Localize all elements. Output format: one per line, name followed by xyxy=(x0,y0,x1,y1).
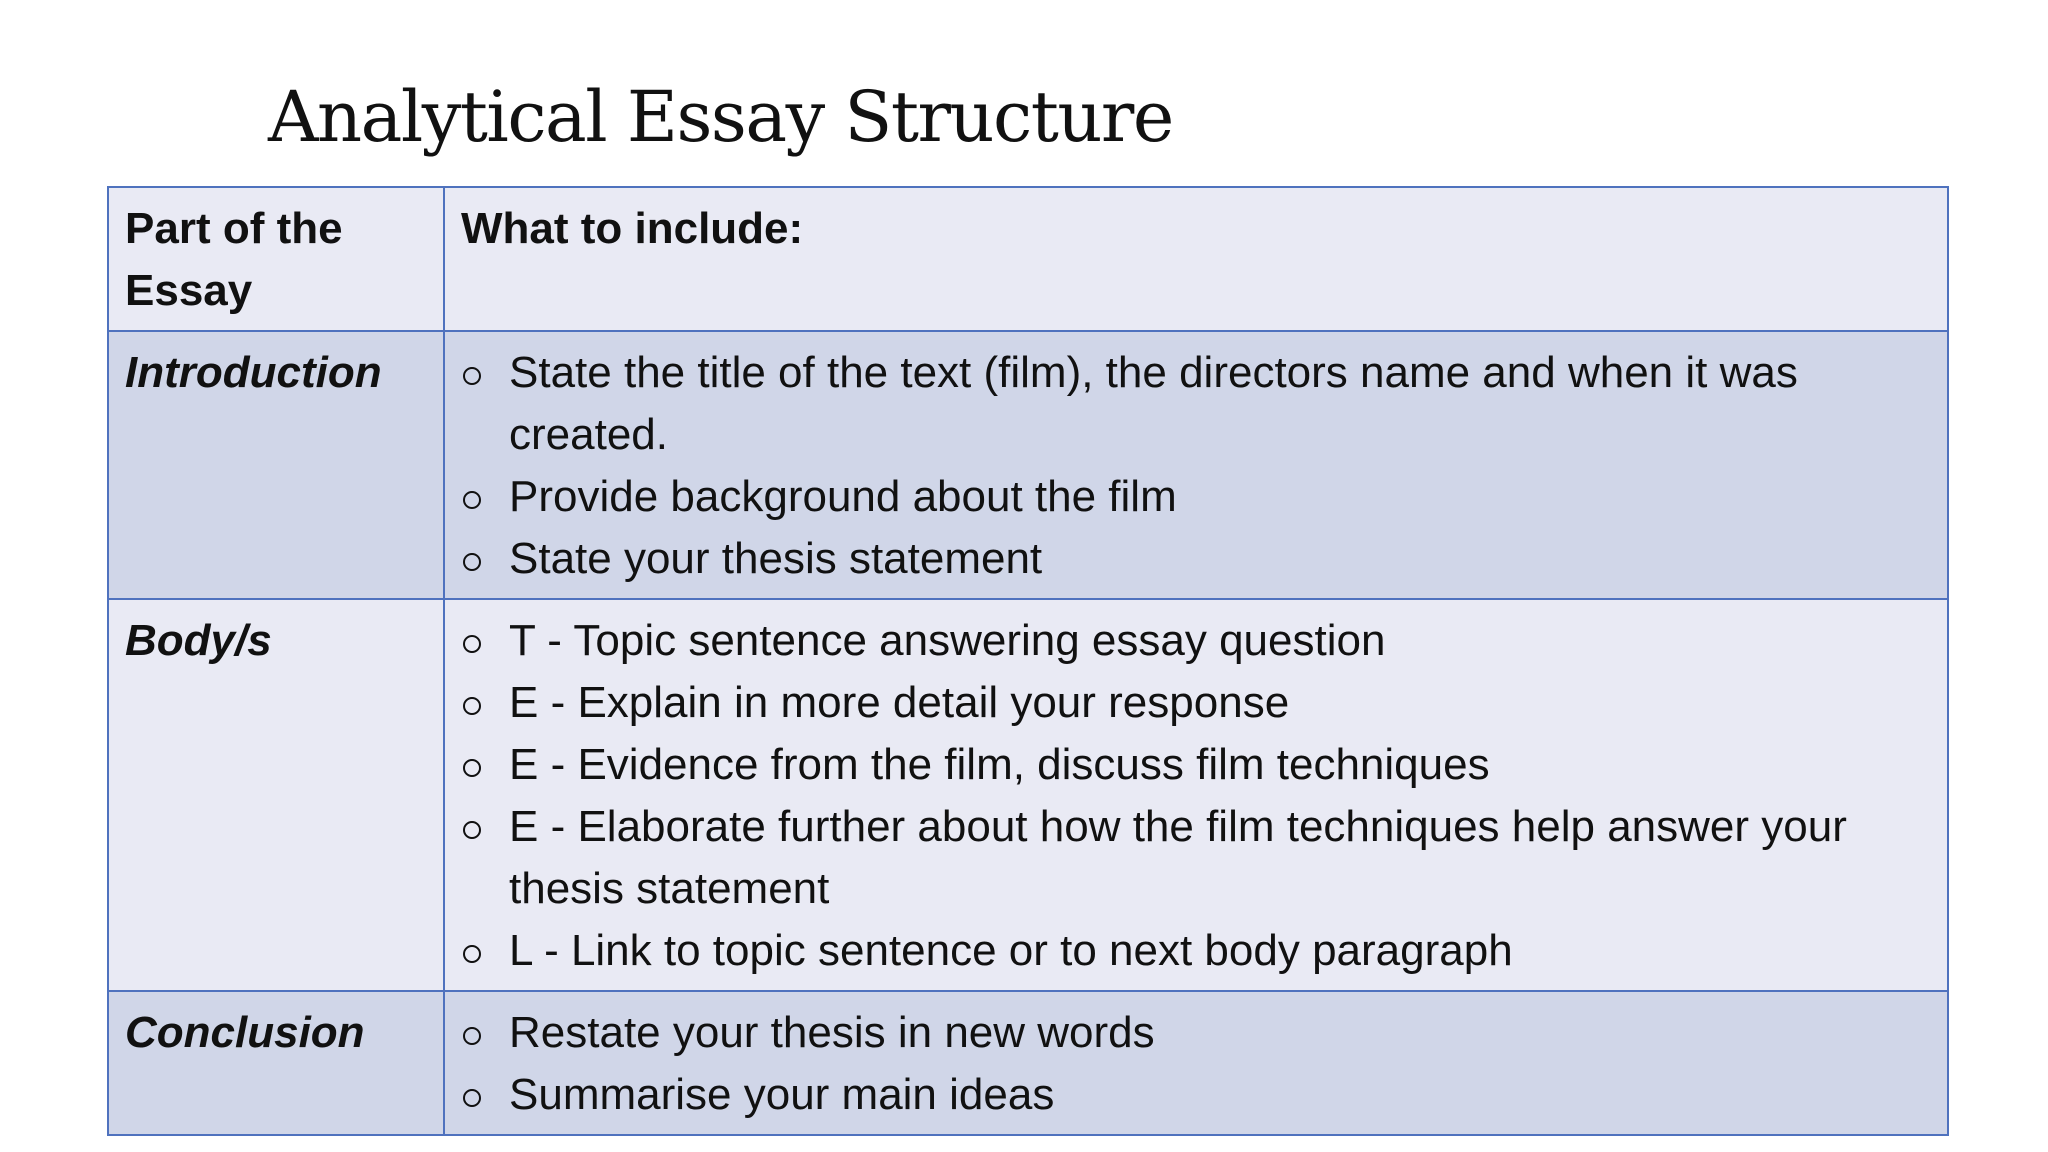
point-text: Provide background about the film xyxy=(509,472,1177,521)
part-label-introduction: Introduction xyxy=(125,348,382,397)
points-list xyxy=(461,1002,1931,1126)
table-header-row xyxy=(108,187,1948,331)
table-row-introduction xyxy=(108,331,1948,599)
part-label-conclusion: Conclusion xyxy=(125,1008,365,1057)
bullet-icon xyxy=(463,697,481,715)
list-item xyxy=(461,1002,1931,1064)
table-row-body xyxy=(108,599,1948,991)
header-cell-include xyxy=(444,187,1948,331)
points-cell xyxy=(444,991,1948,1135)
list-item xyxy=(461,528,1931,590)
slide-title: Analytical Essay Structure xyxy=(268,76,1173,158)
points-list xyxy=(461,342,1931,590)
bullet-icon xyxy=(463,1089,481,1107)
point-text: Summarise your main ideas xyxy=(509,1070,1055,1119)
header-part-label: Part of the Essay xyxy=(125,204,343,315)
point-text: E - Elaborate further about how the film techniques help answer your thesis statement xyxy=(509,802,1847,913)
list-item xyxy=(461,466,1931,528)
point-text: L - Link to topic sentence or to next body paragraph xyxy=(509,926,1513,975)
list-item xyxy=(461,672,1931,734)
list-item xyxy=(461,342,1931,466)
header-include-label: What to include: xyxy=(461,204,804,253)
part-cell xyxy=(108,991,444,1135)
bullet-icon xyxy=(463,1027,481,1045)
point-text: Restate your thesis in new words xyxy=(509,1008,1155,1057)
list-item xyxy=(461,1064,1931,1126)
bullet-icon xyxy=(463,759,481,777)
essay-structure-table xyxy=(107,186,1949,1136)
points-list xyxy=(461,610,1931,982)
point-text: State the title of the text (film), the directors name and when it was created. xyxy=(509,348,1798,459)
bullet-icon xyxy=(463,553,481,571)
point-text: E - Explain in more detail your response xyxy=(509,678,1290,727)
bullet-icon xyxy=(463,491,481,509)
bullet-icon xyxy=(463,367,481,385)
point-text: T - Topic sentence answering essay question xyxy=(509,616,1386,665)
bullet-icon xyxy=(463,821,481,839)
points-cell xyxy=(444,599,1948,991)
part-cell xyxy=(108,599,444,991)
list-item xyxy=(461,734,1931,796)
header-cell-part xyxy=(108,187,444,331)
list-item xyxy=(461,610,1931,672)
part-label-body: Body/s xyxy=(125,616,272,665)
list-item xyxy=(461,796,1931,920)
point-text: State your thesis statement xyxy=(509,534,1043,583)
point-text: E - Evidence from the film, discuss film techniques xyxy=(509,740,1490,789)
bullet-icon xyxy=(463,635,481,653)
part-cell xyxy=(108,331,444,599)
list-item xyxy=(461,920,1931,982)
bullet-icon xyxy=(463,945,481,963)
points-cell xyxy=(444,331,1948,599)
table-row-conclusion xyxy=(108,991,1948,1135)
